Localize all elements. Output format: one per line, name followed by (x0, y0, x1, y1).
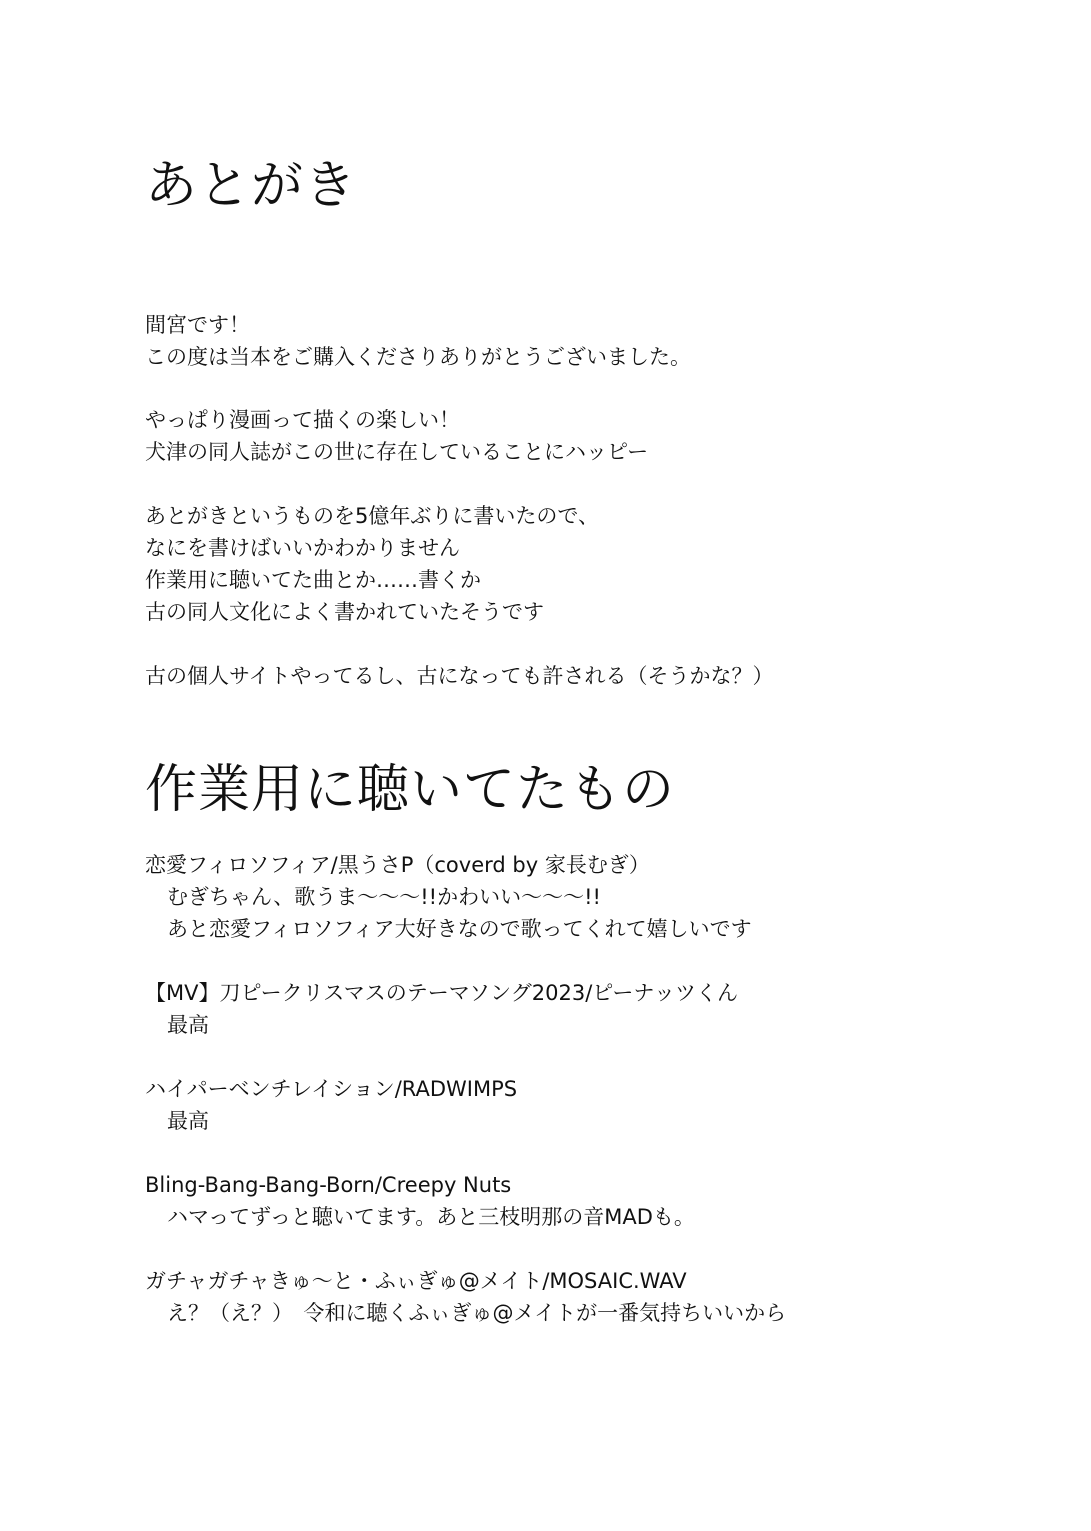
song-title: ハイパーベンチレイション/RADWIMPS (145, 1077, 518, 1101)
song-comment: 最高 (167, 1109, 209, 1133)
song-comment: あと恋愛フィロソフィア大好きなので歌ってくれて嬉しいです (167, 917, 752, 941)
afterword-line: 間宮です！ (145, 313, 250, 337)
song-title: ガチャガチャきゅ〜と・ふぃぎゅ@メイト/MOSAIC.WAV (145, 1269, 687, 1293)
song-title: 恋愛フィロソフィア/黒うさP（coverd by 家長むぎ） (145, 853, 650, 877)
afterword-line: やっぱり漫画って描くの楽しい！ (145, 408, 460, 432)
afterword-line: 古の同人文化によく書かれていたそうです (145, 600, 544, 624)
afterword-line: この度は当本をご購入くださりありがとうございました。 (145, 345, 691, 369)
afterword-line: なにを書けばいいかわかりません (145, 536, 460, 560)
afterword-line: 古の個人サイトやってるし、古になっても許される（そうかな？） (145, 664, 774, 688)
song-title: 【MV】刀ピークリスマスのテーマソング2023/ピーナッツくん (145, 981, 739, 1005)
afterword-line: あとがきというものを5億年ぶりに書いたので、 (145, 504, 599, 528)
afterword-heading: あとがき (145, 156, 358, 216)
song-comment: え？（え？） 令和に聴くふぃぎゅ@メイトが一番気持ちいいから (167, 1301, 787, 1325)
afterword-line: 作業用に聴いてた曲とか……書くか (145, 568, 481, 592)
song-comment: 最高 (167, 1013, 209, 1037)
song-title: Bling-Bang-Bang-Born/Creepy Nuts (145, 1173, 512, 1197)
song-comment: むぎちゃん、歌うま〜〜〜!!かわいい〜〜〜!! (167, 885, 601, 909)
afterword-line: 犬津の同人誌がこの世に存在していることにハッピー (145, 440, 649, 464)
song-comment: ハマってずっと聴いてます。あと三枝明那の音MADも。 (167, 1205, 695, 1229)
playlist-heading: 作業用に聴いてたもの (145, 760, 676, 820)
